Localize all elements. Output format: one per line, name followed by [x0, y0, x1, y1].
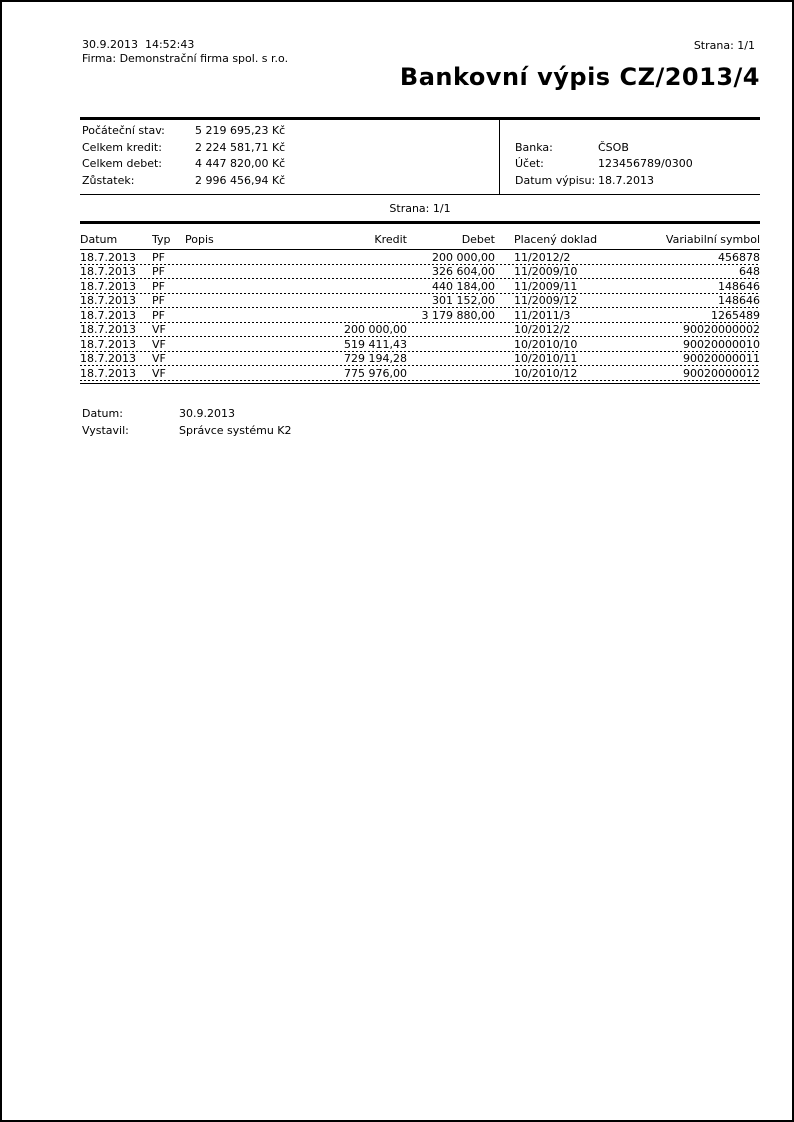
summary-row-balance: [82, 173, 285, 190]
cell-datum: 18.7.2013: [80, 366, 136, 380]
page-number-top: Strana: 1/1: [693, 39, 755, 52]
cell-varsym: 148646: [718, 294, 760, 308]
col-header-doklad: Placený doklad: [514, 233, 598, 246]
footer-issuer-label: Vystavil:: [82, 424, 129, 437]
cell-debet: 326 604,00: [432, 265, 495, 279]
footer-date-label: Datum:: [82, 407, 123, 420]
print-datetime: 30.9.2013 14:52:43: [82, 38, 195, 51]
cell-doklad: 10/2010/11: [514, 352, 578, 366]
account-row: [515, 156, 760, 173]
footer-issuer-value: Správce systému K2: [179, 424, 292, 437]
summary-label: Počáteční stav:: [82, 124, 165, 137]
cell-datum: 18.7.2013: [80, 323, 136, 337]
col-header-typ: Typ: [152, 233, 171, 246]
cell-typ: VF: [152, 337, 166, 351]
cell-varsym: 148646: [718, 279, 760, 293]
bank-label: Banka:: [515, 140, 553, 154]
cell-debet: 440 184,00: [432, 279, 495, 293]
bank-value: ČSOB: [598, 140, 629, 154]
cell-typ: PF: [152, 250, 165, 264]
summary-value: 5 219 695,23 Kč: [195, 124, 286, 137]
cell-doklad: 10/2010/10: [514, 337, 578, 351]
summary-label: Zůstatek:: [82, 173, 135, 187]
cell-varsym: 648: [739, 265, 760, 279]
cell-doklad: 11/2009/10: [514, 265, 578, 279]
footer-date-value: 30.9.2013: [179, 407, 235, 420]
account-label: Účet:: [515, 157, 544, 170]
cell-kredit: 729 194,28: [344, 352, 407, 366]
cell-doklad: 10/2012/2: [514, 323, 571, 337]
bank-account-info: [499, 120, 760, 194]
cell-datum: 18.7.2013: [80, 337, 136, 351]
footer-issuer-row: [82, 422, 292, 439]
summary-value: 2 224 581,71 Kč: [195, 140, 286, 154]
col-header-kredit: Kredit: [374, 233, 407, 246]
cell-kredit: 519 411,43: [344, 337, 407, 351]
report-title: Bankovní výpis CZ/2013/4: [399, 63, 760, 91]
cell-datum: 18.7.2013: [80, 308, 136, 322]
summary-row-total-debit: [82, 156, 285, 173]
col-header-popis: Popis: [185, 233, 214, 246]
cell-typ: VF: [152, 323, 166, 337]
cell-doklad: 11/2012/2: [514, 250, 571, 264]
table-row: [80, 250, 760, 265]
summary-row-opening-balance: [82, 123, 285, 140]
cell-doklad: 11/2011/3: [514, 308, 571, 322]
col-header-varsym: Variabilní symbol: [665, 233, 760, 246]
cell-datum: 18.7.2013: [80, 279, 136, 293]
cell-debet: 301 152,00: [432, 294, 495, 308]
summary-totals: [82, 123, 285, 189]
statement-date-label: Datum výpisu:: [515, 173, 596, 187]
table-row: [80, 323, 760, 338]
horizontal-rule: [80, 221, 760, 224]
cell-doklad: 11/2009/11: [514, 279, 578, 293]
page-content: [80, 2, 760, 1120]
table-body: [80, 250, 760, 384]
table-row: [80, 337, 760, 352]
table-row: [80, 352, 760, 367]
cell-varsym: 90020000012: [683, 366, 760, 380]
cell-datum: 18.7.2013: [80, 250, 136, 264]
report-footer: [82, 405, 292, 439]
cell-typ: VF: [152, 352, 166, 366]
summary-box: [80, 117, 760, 195]
cell-kredit: 200 000,00: [344, 323, 407, 337]
table-header: [80, 229, 760, 250]
cell-kredit: 775 976,00: [344, 366, 407, 380]
company-line: Firma: Demonstrační firma spol. s r.o.: [82, 52, 289, 65]
statement-date-row: [515, 173, 760, 190]
cell-typ: VF: [152, 366, 166, 380]
report-meta: [82, 38, 288, 66]
table-row: [80, 366, 760, 381]
cell-debet: 3 179 880,00: [421, 308, 495, 322]
cell-varsym: 90020000011: [683, 352, 760, 366]
summary-label: Celkem kredit:: [82, 140, 162, 154]
cell-varsym: 90020000010: [683, 337, 760, 351]
cell-debet: 200 000,00: [432, 250, 495, 264]
cell-datum: 18.7.2013: [80, 294, 136, 308]
table-row: [80, 265, 760, 280]
summary-label: Celkem debet:: [82, 157, 162, 170]
account-value: 123456789/0300: [598, 157, 693, 170]
table-row: [80, 308, 760, 323]
cell-doklad: 11/2009/12: [514, 294, 578, 308]
page-number-table: Strana: 1/1: [389, 202, 451, 215]
cell-typ: PF: [152, 279, 165, 293]
cell-datum: 18.7.2013: [80, 352, 136, 366]
cell-typ: PF: [152, 294, 165, 308]
summary-value: 4 447 820,00 Kč: [195, 157, 286, 170]
cell-varsym: 1265489: [711, 308, 760, 322]
col-header-datum: Datum: [80, 233, 118, 246]
bank-row: [515, 140, 760, 157]
table-row: [80, 294, 760, 309]
summary-value: 2 996 456,94 Kč: [195, 173, 286, 187]
cell-typ: PF: [152, 308, 165, 322]
table-row: [80, 279, 760, 294]
col-header-debet: Debet: [461, 233, 495, 246]
statement-date-value: 18.7.2013: [598, 173, 654, 187]
cell-typ: PF: [152, 265, 165, 279]
cell-datum: 18.7.2013: [80, 265, 136, 279]
summary-row-total-credit: [82, 140, 285, 157]
cell-doklad: 10/2010/12: [514, 366, 578, 380]
footer-date-row: [82, 405, 292, 422]
cell-varsym: 456878: [718, 250, 760, 264]
cell-varsym: 90020000002: [683, 323, 760, 337]
